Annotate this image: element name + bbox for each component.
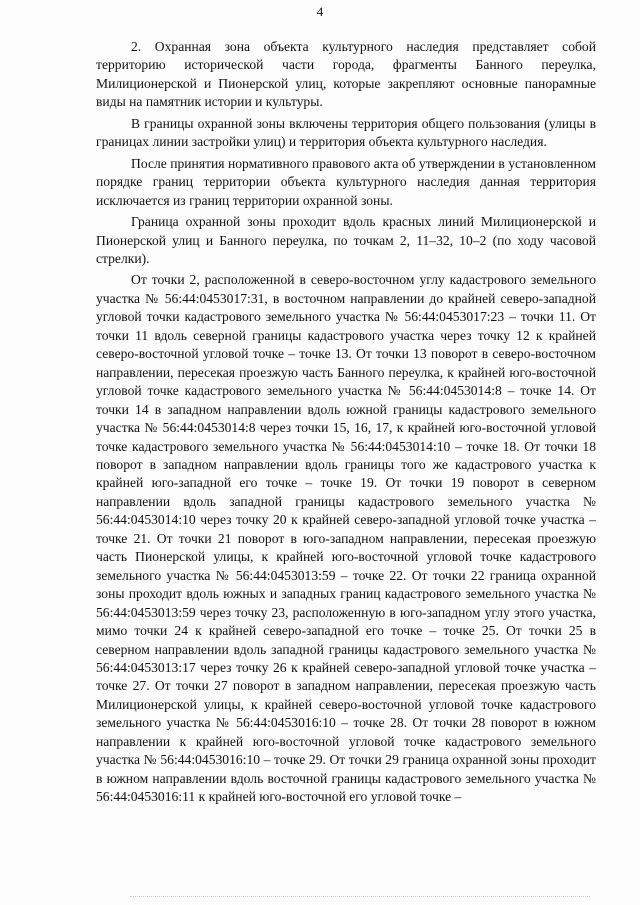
page-number: 4: [316, 4, 324, 19]
paragraph-protection-zone-description: 2. Охранная зона объекта культурного наследия представляет собой территорию исторической части города, фрагменты Банного переулка, Милиционерской и Пионерской улиц, которые закрепляют основные панорамные виды на памятник истории и культуры.: [96, 39, 596, 110]
paragraph-boundary-overview: Граница охранной зоны проходит вдоль красных линий Милиционерской и Пионерской улиц и Банного переулка, по точкам 2, 11–32, 10–2 (по ходу часовой стрелки).: [96, 214, 596, 266]
paragraph-zone-included-territory: В границы охранной зоны включены территория общего пользования (улицы в границах линии застройки улиц) и территория объекта культурного наследия.: [96, 115, 596, 150]
page-bottom-divider: [130, 896, 590, 897]
paragraph-territory-exclusion: После принятия нормативного правового акта об утверждении в установленном порядке границ территории объекта культурного наследия данная территория исключается из границ территории охранной зоны.: [96, 155, 596, 208]
paragraph-boundary-points-detail: От точки 2, расположенной в северо-восточном углу кадастрового земельного участка № 56:44:0453017:31, в восточном направлении до крайней северо-западной угловой точки кадастрового земельного участка № 56:44:0453017:23 – точки 11. От точки 11 вдоль северной границы кадастрового участка через точку 12 к крайней северо-восточной угловой точке – точке 13. От точки 13 поворот в северо-восточном направлении, пересекая проезжую часть Банного переулка, к крайней юго-восточной угловой точке кадастрового земельного участка № 56:44:0453014:8 – точке 14. От точки 14 в западном направлении вдоль южной границы кадастрового земельного участка № 56:44:0453014:8 через точки 15, 16, 17, к крайней юго-восточной угловой точке кадастрового земельного участка № 56:44:0453014:10 – точке 18. От точки 18 поворот в западном направлении вдоль границы того же кадастрового участка к крайней юго-западной его точке – точке 19. От точки 19 поворот в северном направлении вдоль западной границы кадастрового земельного участка № 56:44:0453014:10 через точку 20 к крайней северо-западной угловой точке участка – точке 21. От точки 21 поворот в юго-западном направлении, пересекая проезжую часть Пионерской улицы, к крайней юго-восточной угловой точке кадастрового земельного участка № 56:44:0453013:59 – точке 22. От точки 22 граница охранной зоны проходит вдоль южных и западных границ кадастрового земельного участка № 56:44:0453013:59 через точку 23, расположенную в юго-западном углу этого участка, мимо точки 24 к крайней северо-западной его точке – точке 25. От точки 25 в северном направлении вдоль западной границы кадастрового земельного участка № 56:44:0453013:17 через точку 26 к крайней северо-западной угловой точке участка – точке 27. От точки 27 поворот в западном направлении, пересекая проезжую часть Милиционерской улицы, к крайней северо-восточной угловой точке кадастрового земельного участка № 56:44:0453016:10 – точке 28. От точки 28 поворот в южном направлении к крайней юго-восточной угловой точке кадастрового земельного участка № 56:44:0453016:10 – точке 29. От точки 29 граница охранной зоны проходит в южном направлении вдоль восточной границы кадастрового земельного участка № 56:44:0453016:11 к крайней юго-восточной его угловой точке –: [96, 272, 596, 805]
document-body: [96, 38, 596, 807]
